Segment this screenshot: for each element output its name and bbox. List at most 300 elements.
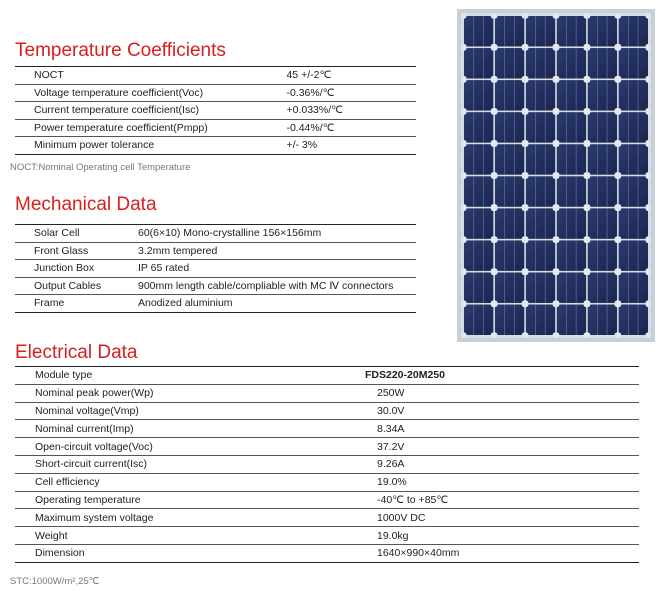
solar-cell xyxy=(619,112,648,142)
cell-corner xyxy=(461,332,466,337)
row-value: +/- 3% xyxy=(286,137,416,155)
cell-busbar xyxy=(504,176,505,206)
solar-cell xyxy=(526,144,555,174)
row-label: Open-circuit voltage(Voc) xyxy=(15,438,365,456)
cell-corner xyxy=(492,206,497,211)
cell-corner xyxy=(492,302,497,307)
solar-cell xyxy=(526,272,555,302)
row-value: 60(6×10) Mono-crystalline 156×156mm xyxy=(138,227,322,240)
solar-cell xyxy=(588,80,617,110)
temperature-section-title: Temperature Coefficients xyxy=(15,40,226,61)
cell-busbar xyxy=(638,240,639,270)
solar-cell xyxy=(464,208,493,238)
solar-cell xyxy=(619,305,648,335)
cell-busbar xyxy=(576,16,577,46)
cell-corner xyxy=(554,174,559,179)
row-label: Nominal voltage(Vmp) xyxy=(15,402,365,420)
solar-cell xyxy=(495,112,524,142)
solar-cell xyxy=(464,176,493,206)
table-row xyxy=(15,137,416,155)
cell-busbar xyxy=(504,48,505,78)
cell-busbar xyxy=(566,112,567,142)
solar-cell xyxy=(557,240,586,270)
solar-cell xyxy=(588,305,617,335)
temperature-table xyxy=(15,66,416,155)
cell-corner xyxy=(523,110,528,115)
row-label: Operating temperature xyxy=(15,491,365,509)
cell-busbar xyxy=(607,112,608,142)
cell-corner xyxy=(645,142,650,147)
cell-corner xyxy=(523,270,528,275)
row-label: Nominal peak power(Wp) xyxy=(15,384,365,402)
row-label: Current temperature coefficient(Isc) xyxy=(15,102,286,120)
cell-busbar xyxy=(597,240,598,270)
row-value: -0.36%/℃ xyxy=(286,84,416,102)
cell-corner xyxy=(461,302,466,307)
cell-busbar xyxy=(607,80,608,110)
table-row xyxy=(15,277,416,295)
cell-busbar xyxy=(628,48,629,78)
cell-corner xyxy=(461,110,466,115)
solar-cell xyxy=(588,16,617,46)
row-label: Minimum power tolerance xyxy=(15,137,286,155)
solar-cell xyxy=(557,144,586,174)
solar-cell xyxy=(588,112,617,142)
cell-busbar xyxy=(576,176,577,206)
cell-busbar xyxy=(566,80,567,110)
cell-busbar xyxy=(535,305,536,335)
solar-cell xyxy=(495,144,524,174)
table-row xyxy=(15,225,416,243)
solar-cell xyxy=(619,240,648,270)
cell-corner xyxy=(523,174,528,179)
solar-cell xyxy=(464,305,493,335)
cell-busbar xyxy=(607,144,608,174)
cell-busbar xyxy=(473,208,474,238)
table-row xyxy=(15,438,639,456)
cell-busbar xyxy=(638,208,639,238)
solar-cell xyxy=(464,112,493,142)
table-row xyxy=(15,119,416,137)
cell-busbar xyxy=(628,272,629,302)
row-value: 1640×990×40mm xyxy=(365,544,639,562)
cell-busbar xyxy=(473,112,474,142)
cell-busbar xyxy=(545,240,546,270)
cell-corner xyxy=(492,270,497,275)
solar-cell xyxy=(588,208,617,238)
cell-corner xyxy=(616,332,621,337)
table-row xyxy=(15,102,416,120)
row-value: 19.0% xyxy=(365,473,639,491)
cell-busbar xyxy=(597,305,598,335)
cell-busbar xyxy=(504,112,505,142)
row-label: Dimension xyxy=(15,544,365,562)
cell-busbar xyxy=(597,176,598,206)
cell-corner xyxy=(554,270,559,275)
cell-busbar xyxy=(597,80,598,110)
row-value: -0.44%/℃ xyxy=(286,119,416,137)
cell-busbar xyxy=(535,144,536,174)
cell-corner xyxy=(585,45,590,50)
table-row xyxy=(15,67,416,85)
cell-corner xyxy=(645,110,650,115)
cell-busbar xyxy=(504,272,505,302)
cell-corner xyxy=(616,142,621,147)
cell-corner xyxy=(645,302,650,307)
cell-corner xyxy=(523,302,528,307)
cell-busbar xyxy=(545,48,546,78)
solar-cell xyxy=(526,16,555,46)
cell-busbar xyxy=(628,305,629,335)
cell-busbar xyxy=(576,208,577,238)
row-value: IP 65 rated xyxy=(138,260,416,278)
cell-busbar xyxy=(607,240,608,270)
cell-busbar xyxy=(473,272,474,302)
cell-busbar xyxy=(638,112,639,142)
mechanical-section-title: Mechanical Data xyxy=(15,194,157,215)
cell-busbar xyxy=(607,305,608,335)
cell-corner xyxy=(585,302,590,307)
cell-corner xyxy=(492,78,497,83)
cell-busbar xyxy=(545,176,546,206)
cell-busbar xyxy=(628,240,629,270)
cell-busbar xyxy=(628,176,629,206)
header-label: Module type xyxy=(35,369,93,382)
cell-busbar xyxy=(535,240,536,270)
electrical-section-title: Electrical Data xyxy=(15,342,138,363)
solar-cell xyxy=(619,144,648,174)
cell-busbar xyxy=(638,176,639,206)
solar-cell xyxy=(588,272,617,302)
row-value: 250W xyxy=(365,384,639,402)
cell-busbar xyxy=(576,112,577,142)
cell-busbar xyxy=(535,176,536,206)
cell-corner xyxy=(645,13,650,18)
cell-corner xyxy=(585,142,590,147)
cell-busbar xyxy=(535,48,536,78)
solar-cell xyxy=(557,80,586,110)
cell-busbar xyxy=(504,240,505,270)
cell-busbar xyxy=(473,176,474,206)
cell-corner xyxy=(645,45,650,50)
table-row xyxy=(15,420,639,438)
solar-cell xyxy=(557,272,586,302)
solar-cell xyxy=(495,176,524,206)
solar-cell xyxy=(495,16,524,46)
cell-busbar xyxy=(566,176,567,206)
cell-busbar xyxy=(597,272,598,302)
cell-busbar xyxy=(545,144,546,174)
cell-busbar xyxy=(545,16,546,46)
cell-busbar xyxy=(545,208,546,238)
solar-cell xyxy=(526,112,555,142)
cell-corner xyxy=(554,78,559,83)
cell-busbar xyxy=(566,240,567,270)
table-row xyxy=(15,509,639,527)
cell-busbar xyxy=(545,305,546,335)
cell-busbar xyxy=(597,112,598,142)
cell-busbar xyxy=(607,48,608,78)
table-row xyxy=(15,384,639,402)
cell-corner xyxy=(616,302,621,307)
cell-busbar xyxy=(576,144,577,174)
solar-cell xyxy=(557,48,586,78)
cell-corner xyxy=(645,332,650,337)
cell-corner xyxy=(585,270,590,275)
cell-corner xyxy=(616,238,621,243)
cell-corner xyxy=(585,206,590,211)
cell-busbar xyxy=(535,16,536,46)
cell-busbar xyxy=(566,272,567,302)
cell-corner xyxy=(554,13,559,18)
cell-corner xyxy=(645,78,650,83)
row-label: Solar Cell xyxy=(34,227,80,240)
noct-note: NOCT:Nominal Operating cell Temperature xyxy=(10,162,191,173)
cell-corner xyxy=(554,45,559,50)
solar-cell xyxy=(588,176,617,206)
cell-corner xyxy=(554,110,559,115)
solar-cell xyxy=(464,48,493,78)
cell-busbar xyxy=(514,272,515,302)
solar-cell xyxy=(526,48,555,78)
cell-busbar xyxy=(535,208,536,238)
cell-busbar xyxy=(628,16,629,46)
cell-corner xyxy=(461,78,466,83)
cell-corner xyxy=(585,174,590,179)
cell-busbar xyxy=(514,80,515,110)
cell-corner xyxy=(523,142,528,147)
row-label: Junction Box xyxy=(15,260,138,278)
cell-busbar xyxy=(576,305,577,335)
cell-busbar xyxy=(597,48,598,78)
solar-cell xyxy=(557,112,586,142)
solar-cell xyxy=(464,240,493,270)
cell-busbar xyxy=(483,16,484,46)
cell-corner xyxy=(554,142,559,147)
cell-busbar xyxy=(514,305,515,335)
solar-cell xyxy=(526,208,555,238)
cell-busbar xyxy=(535,112,536,142)
row-label: Nominal current(Imp) xyxy=(15,420,365,438)
solar-cell xyxy=(464,16,493,46)
cell-busbar xyxy=(483,48,484,78)
cell-busbar xyxy=(504,144,505,174)
cell-corner xyxy=(616,206,621,211)
solar-cell xyxy=(588,48,617,78)
row-label: NOCT xyxy=(34,69,64,82)
cell-busbar xyxy=(576,48,577,78)
table-row xyxy=(15,544,639,562)
row-value: 900mm length cable/compliable with MC Ⅳ connectors xyxy=(138,277,416,295)
row-label: Voltage temperature coefficient(Voc) xyxy=(15,84,286,102)
cell-busbar xyxy=(483,176,484,206)
cell-corner xyxy=(585,78,590,83)
row-value: 9.26A xyxy=(365,455,639,473)
cell-busbar xyxy=(504,80,505,110)
cell-busbar xyxy=(483,240,484,270)
solar-cell xyxy=(557,208,586,238)
table-row xyxy=(15,473,639,491)
cell-corner xyxy=(645,270,650,275)
cell-busbar xyxy=(514,240,515,270)
cell-corner xyxy=(523,78,528,83)
cell-busbar xyxy=(545,272,546,302)
solar-cell xyxy=(619,208,648,238)
cell-busbar xyxy=(504,305,505,335)
cell-corner xyxy=(492,142,497,147)
cell-busbar xyxy=(514,176,515,206)
cell-busbar xyxy=(483,272,484,302)
cell-corner xyxy=(585,238,590,243)
cell-busbar xyxy=(483,112,484,142)
cell-busbar xyxy=(628,208,629,238)
solar-cell xyxy=(557,176,586,206)
cell-busbar xyxy=(535,272,536,302)
header-value: FDS220-20M250 xyxy=(365,369,445,382)
cell-corner xyxy=(585,332,590,337)
table-row xyxy=(15,295,416,313)
solar-cell xyxy=(495,208,524,238)
table-row xyxy=(15,84,416,102)
solar-panel-image xyxy=(457,9,655,342)
cell-corner xyxy=(585,13,590,18)
row-label: Maximum system voltage xyxy=(15,509,365,527)
cell-corner xyxy=(616,45,621,50)
table-row xyxy=(15,455,639,473)
cell-busbar xyxy=(483,305,484,335)
cell-busbar xyxy=(576,240,577,270)
cell-busbar xyxy=(483,144,484,174)
solar-cell xyxy=(619,16,648,46)
solar-cell xyxy=(619,176,648,206)
solar-cell xyxy=(495,240,524,270)
cell-corner xyxy=(461,45,466,50)
cell-corner xyxy=(616,270,621,275)
cell-busbar xyxy=(514,48,515,78)
cell-busbar xyxy=(607,176,608,206)
cell-busbar xyxy=(607,272,608,302)
cell-busbar xyxy=(566,48,567,78)
cell-busbar xyxy=(628,112,629,142)
cell-busbar xyxy=(597,16,598,46)
row-label: Weight xyxy=(15,527,365,545)
cell-busbar xyxy=(638,80,639,110)
cell-busbar xyxy=(566,305,567,335)
cell-corner xyxy=(616,174,621,179)
solar-cell xyxy=(526,80,555,110)
row-value: 8.34A xyxy=(365,420,639,438)
cell-busbar xyxy=(628,144,629,174)
solar-cell xyxy=(619,272,648,302)
cell-corner xyxy=(461,238,466,243)
row-value: +0.033%/℃ xyxy=(286,102,416,120)
solar-cell xyxy=(495,272,524,302)
cell-corner xyxy=(492,238,497,243)
cell-busbar xyxy=(483,208,484,238)
solar-cell xyxy=(495,80,524,110)
cell-corner xyxy=(492,13,497,18)
row-label: Frame xyxy=(15,295,138,313)
solar-cell xyxy=(619,48,648,78)
cell-corner xyxy=(523,13,528,18)
solar-cell xyxy=(464,144,493,174)
cell-busbar xyxy=(638,305,639,335)
solar-cell xyxy=(557,305,586,335)
solar-cell xyxy=(464,80,493,110)
cell-busbar xyxy=(535,80,536,110)
cell-corner xyxy=(554,302,559,307)
cell-corner xyxy=(461,142,466,147)
cell-corner xyxy=(492,110,497,115)
cell-busbar xyxy=(473,48,474,78)
cell-busbar xyxy=(473,80,474,110)
cell-busbar xyxy=(566,16,567,46)
cell-corner xyxy=(461,206,466,211)
cell-busbar xyxy=(514,112,515,142)
stc-note: STC:1000W/m²,25℃ xyxy=(10,576,100,587)
solar-cell xyxy=(588,144,617,174)
cell-corner xyxy=(523,332,528,337)
cell-corner xyxy=(492,174,497,179)
cell-busbar xyxy=(638,48,639,78)
table-row xyxy=(15,402,639,420)
solar-cell xyxy=(526,305,555,335)
cell-corner xyxy=(492,45,497,50)
cell-busbar xyxy=(576,272,577,302)
cell-busbar xyxy=(545,112,546,142)
table-row xyxy=(15,260,416,278)
cell-busbar xyxy=(597,208,598,238)
cell-busbar xyxy=(566,144,567,174)
cell-busbar xyxy=(504,16,505,46)
row-value: Anodized aluminium xyxy=(138,295,416,313)
cell-corner xyxy=(523,206,528,211)
cell-corner xyxy=(554,238,559,243)
cell-busbar xyxy=(545,80,546,110)
cell-corner xyxy=(645,174,650,179)
row-value: 45 +/-2℃ xyxy=(286,69,332,82)
cell-busbar xyxy=(514,208,515,238)
table-header-row xyxy=(15,367,639,385)
cell-corner xyxy=(616,13,621,18)
solar-cell xyxy=(495,305,524,335)
cell-busbar xyxy=(607,16,608,46)
cell-corner xyxy=(645,206,650,211)
cell-corner xyxy=(585,110,590,115)
table-row xyxy=(15,242,416,260)
cell-corner xyxy=(554,332,559,337)
row-value: 19.0kg xyxy=(365,527,639,545)
cell-busbar xyxy=(638,144,639,174)
cell-corner xyxy=(461,270,466,275)
cell-busbar xyxy=(514,144,515,174)
solar-cell xyxy=(495,48,524,78)
table-row xyxy=(15,527,639,545)
cell-busbar xyxy=(628,80,629,110)
cell-corner xyxy=(616,110,621,115)
cell-corner xyxy=(461,13,466,18)
cell-busbar xyxy=(638,272,639,302)
row-value: 1000V DC xyxy=(365,509,639,527)
solar-cell xyxy=(588,240,617,270)
solar-cell xyxy=(619,80,648,110)
cell-busbar xyxy=(607,208,608,238)
cell-corner xyxy=(554,206,559,211)
cell-corner xyxy=(645,238,650,243)
cell-corner xyxy=(461,174,466,179)
row-value: 30.0V xyxy=(365,402,639,420)
row-label: Power temperature coefficient(Pmpp) xyxy=(15,119,286,137)
